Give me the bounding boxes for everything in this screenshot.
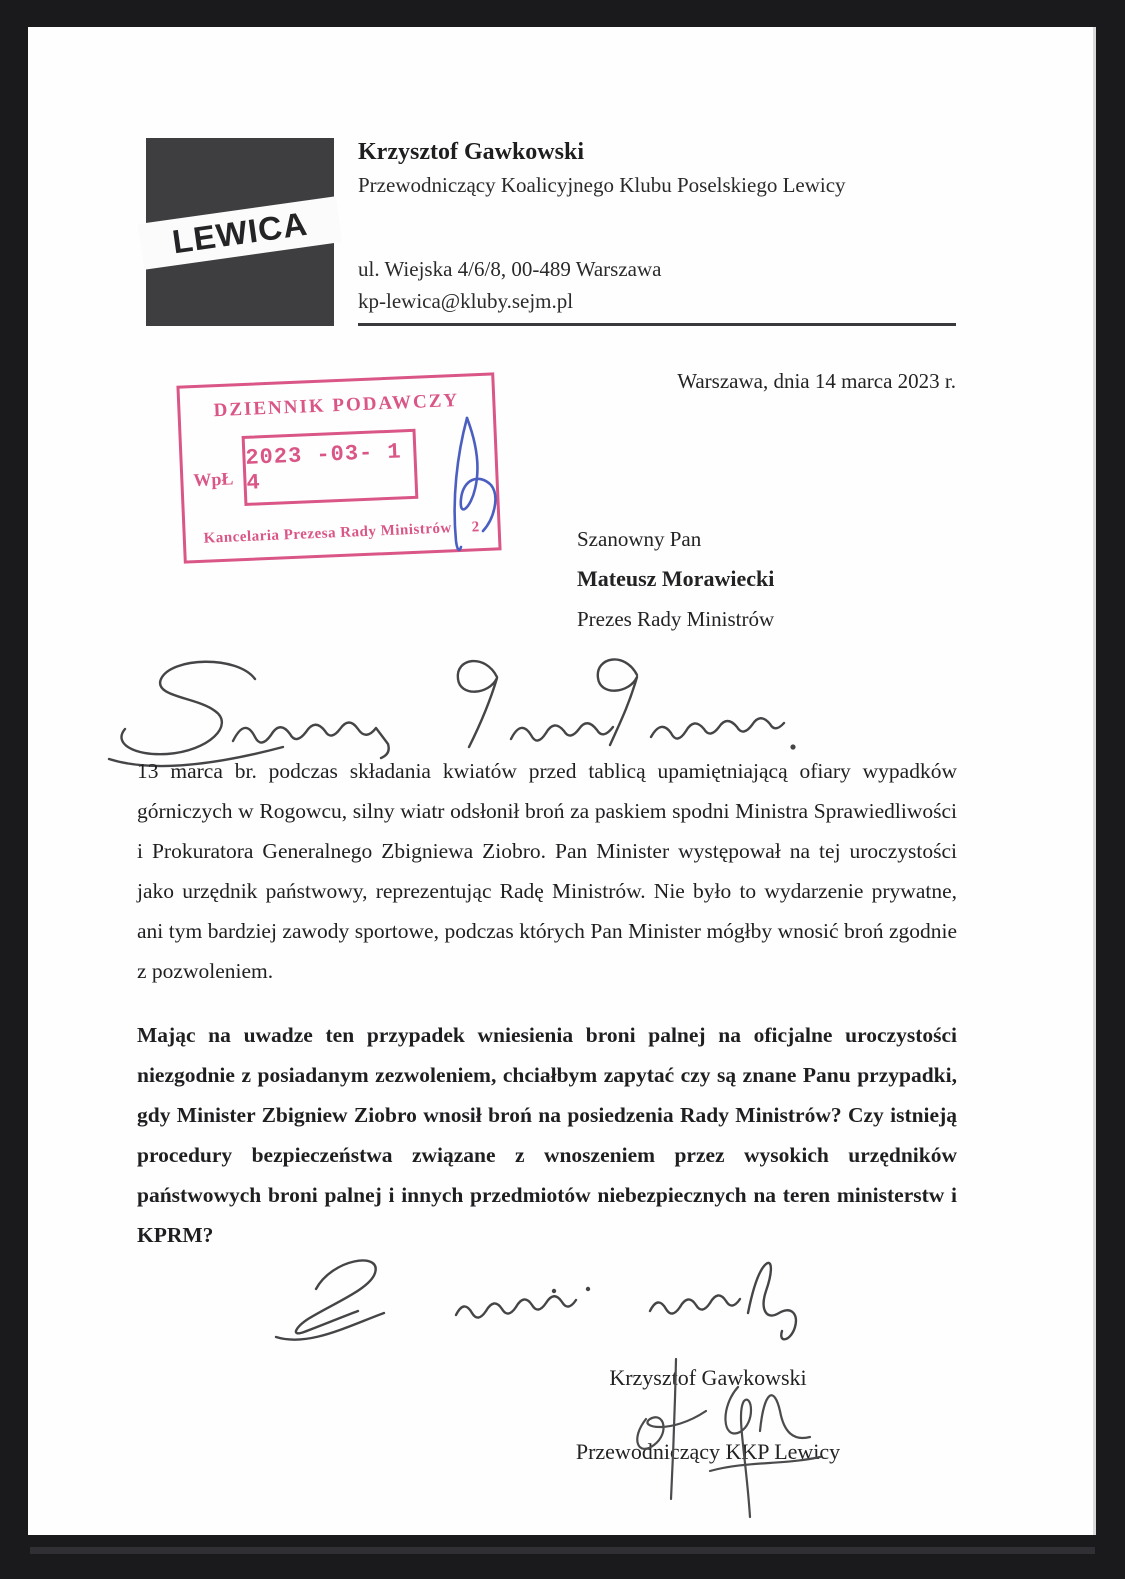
stamp-date-box bbox=[242, 429, 419, 506]
body-paragraph-2: Mając na uwadze ten przypadek wniesienia broni palnej na oficjalne uroczystości niezgodnie z posiadanym zezwoleniem, chciałbym zapytać czy są znane Panu przypadki, gdy Minister Zbigniew Ziobro wnosił broń na posiedzenia Rady Ministrów? Czy istnieją procedury bezpieczeństwa związane z wnoszeniem przez wysokich urzędników państwowych broni palnej i innych przedmiotów niebezpiecznych na teren ministerstw i KPRM? bbox=[137, 1023, 957, 1247]
body-paragraph-1: 13 marca br. podczas składania kwiatów przed tablicą upamiętniającą ofiary wypadków górniczych w Rogowcu, silny wiatr odsłonił broń za paskiem spodni Ministra Sprawiedliwości i Prokuratora Generalnego Zbigniewa Ziobro. Pan Minister występował na tej uroczystości jako urzędnik państwowy, reprezentując Radę Ministrów. Nie było to wydarzenie prywatne, ani tym bardziej zawody sportowe, podczas których Pan Minister mógłby wnosić broń zgodnie z pozwoleniem. bbox=[137, 759, 957, 983]
letter-page bbox=[28, 27, 1096, 1535]
letterhead-divider bbox=[358, 323, 956, 326]
signature-handwriting bbox=[588, 1349, 828, 1521]
stamp-pen-mark bbox=[425, 413, 515, 558]
lewica-logo-band bbox=[138, 196, 342, 269]
sender-name: Krzysztof Gawkowski bbox=[358, 139, 584, 165]
stamp-office: Kancelaria Prezesa Rady Ministrów bbox=[203, 520, 453, 547]
scan-edge-artifact bbox=[30, 1547, 1095, 1554]
handwritten-closing bbox=[258, 1251, 818, 1347]
recipient-title: Prezes Rady Ministrów bbox=[577, 607, 775, 631]
lewica-logo bbox=[146, 138, 334, 326]
stamp-wpl-label: WpŁ bbox=[192, 468, 234, 491]
recipient-block bbox=[577, 519, 774, 639]
sender-role: Przewodniczący Koalicyjnego Klubu Poselskiego Lewicy bbox=[358, 173, 846, 197]
date-line: Warszawa, dnia 14 marca 2023 r. bbox=[677, 369, 956, 393]
stamp-title: DZIENNIK PODAWCZY bbox=[213, 389, 460, 422]
signature-title: Przewodniczący KKP Lewicy bbox=[575, 1439, 841, 1464]
sender-address: ul. Wiejska 4/6/8, 00-489 Warszawa bbox=[358, 257, 662, 281]
lewica-logo-text: LEWICA bbox=[169, 204, 310, 261]
recipient-salutation: Szanowny Pan bbox=[577, 527, 702, 551]
signature-name: Krzysztof Gawkowski bbox=[609, 1365, 807, 1390]
stamp-number: 2 bbox=[471, 519, 481, 536]
recipient-name: Mateusz Morawiecki bbox=[577, 566, 775, 591]
sender-email: kp-lewica@kluby.sejm.pl bbox=[358, 289, 574, 313]
stamp-date: 2023 -03- 1 4 bbox=[244, 439, 403, 496]
